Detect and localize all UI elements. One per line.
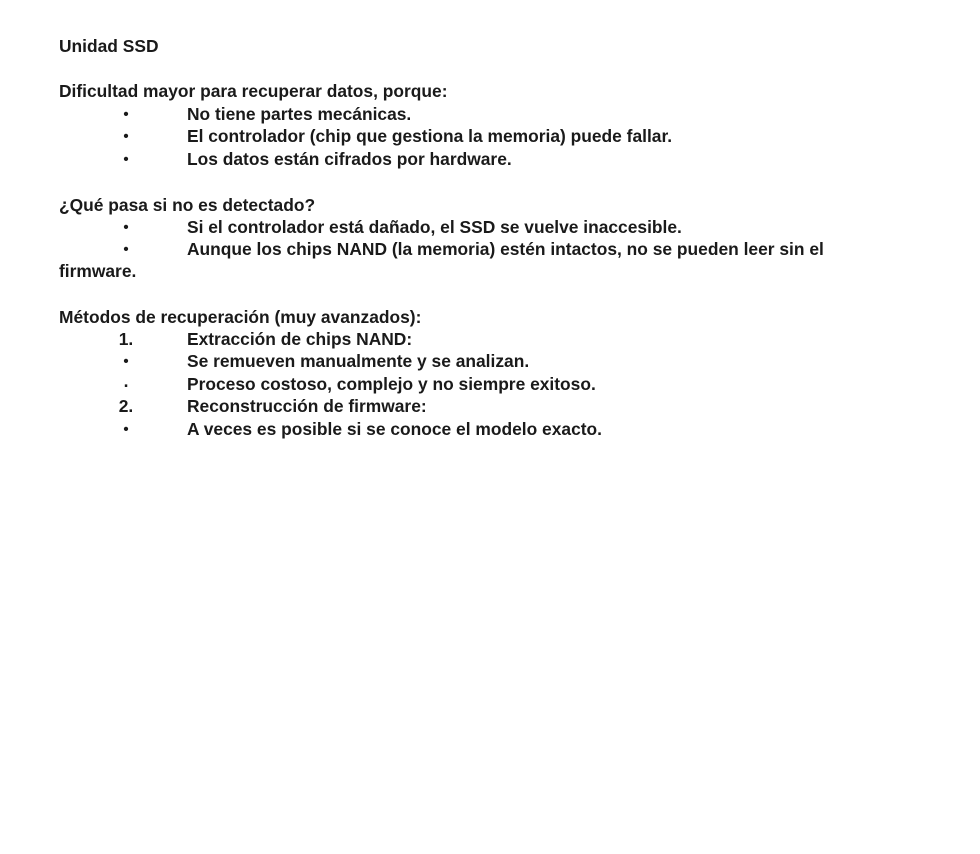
bullet-marker: •	[123, 219, 129, 236]
list-item	[0, 395, 980, 418]
list-item-text: Se remueven manualmente y se analizan.	[187, 351, 530, 371]
list-item	[0, 328, 980, 351]
bullet-marker: •	[123, 151, 129, 168]
section-heading: Dificultad mayor para recuperar datos, porque:	[59, 81, 448, 101]
list-item	[0, 373, 980, 396]
number-marker: 2.	[118, 396, 134, 416]
list-item	[0, 350, 980, 373]
dot-marker: .	[123, 371, 129, 391]
list-item	[0, 125, 980, 148]
list-item-text: Reconstrucción de firmware:	[187, 396, 427, 416]
list-item-continuation: firmware.	[59, 261, 137, 281]
section-heading: Métodos de recuperación (muy avanzados):	[59, 307, 422, 327]
number-marker: 1.	[118, 329, 134, 349]
list-item	[0, 103, 980, 126]
list-item	[0, 216, 980, 239]
bullet-marker: •	[123, 106, 129, 123]
list-item-text: El controlador (chip que gestiona la memoria) puede fallar.	[187, 126, 673, 146]
list-item	[0, 148, 980, 171]
bullet-marker: •	[123, 353, 129, 370]
bullet-marker: •	[123, 128, 129, 145]
list-item-text: Aunque los chips NAND (la memoria) estén intactos, no se pueden leer sin el	[187, 239, 824, 259]
list-item-text: Extracción de chips NAND:	[187, 329, 413, 349]
section-heading: ¿Qué pasa si no es detectado?	[59, 195, 316, 215]
list-item-text: No tiene partes mecánicas.	[187, 104, 412, 124]
list-item-text: A veces es posible si se conoce el modelo exacto.	[187, 419, 602, 439]
list-item-text: Si el controlador está dañado, el SSD se vuelve inaccesible.	[187, 217, 682, 237]
list-item	[0, 238, 980, 261]
list-item-text: Los datos están cifrados por hardware.	[187, 149, 512, 169]
bullet-marker: •	[123, 421, 129, 438]
document-title: Unidad SSD	[59, 36, 159, 56]
list-item-text: Proceso costoso, complejo y no siempre exitoso.	[187, 374, 596, 394]
list-item	[0, 418, 980, 441]
bullet-marker: •	[123, 241, 129, 258]
